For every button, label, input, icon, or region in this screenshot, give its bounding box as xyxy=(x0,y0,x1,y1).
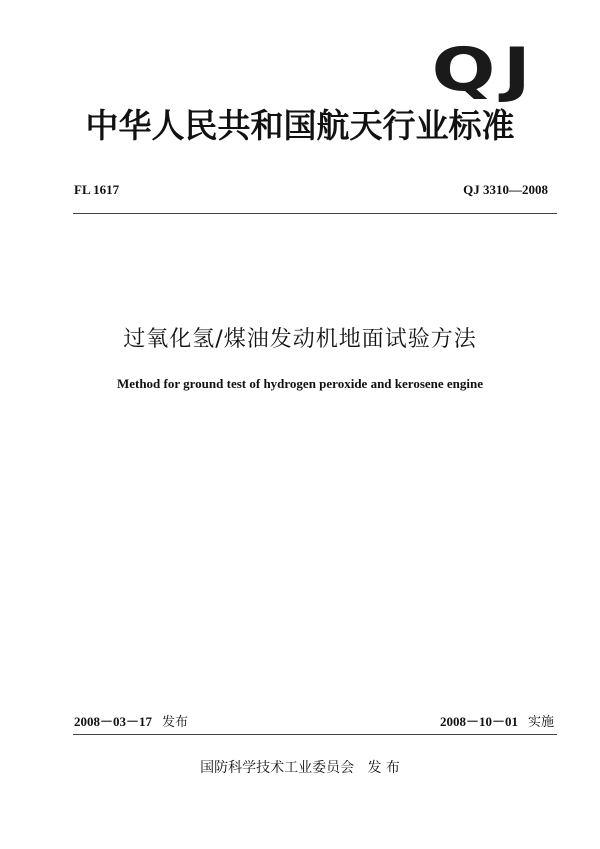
publish-label: 发 布 xyxy=(367,760,400,776)
publisher-name: 国防科学技术工业委员会 xyxy=(200,760,355,776)
organization-title: 中华人民共和国航天行业标准 xyxy=(85,106,515,145)
document-title-english: Method for ground test of hydrogen peroxide and kerosene engine xyxy=(116,376,484,391)
standard-logo: QJ xyxy=(431,35,538,105)
implement-label: 实施 xyxy=(527,715,554,730)
top-divider xyxy=(73,213,557,214)
bottom-divider xyxy=(73,734,557,735)
standard-number: QJ 3310—2008 xyxy=(463,182,548,197)
publisher-line xyxy=(0,757,600,777)
document-title-chinese: 过氧化氢/煤油发动机地面试验方法 xyxy=(123,327,477,352)
issue-date: 2008－03－17 xyxy=(74,714,153,729)
implement-date-block xyxy=(440,711,554,730)
issue-label: 发布 xyxy=(162,715,189,730)
classification-code: FL 1617 xyxy=(74,182,120,197)
issue-date-block xyxy=(74,711,188,730)
implement-date: 2008－10－01 xyxy=(439,714,518,729)
